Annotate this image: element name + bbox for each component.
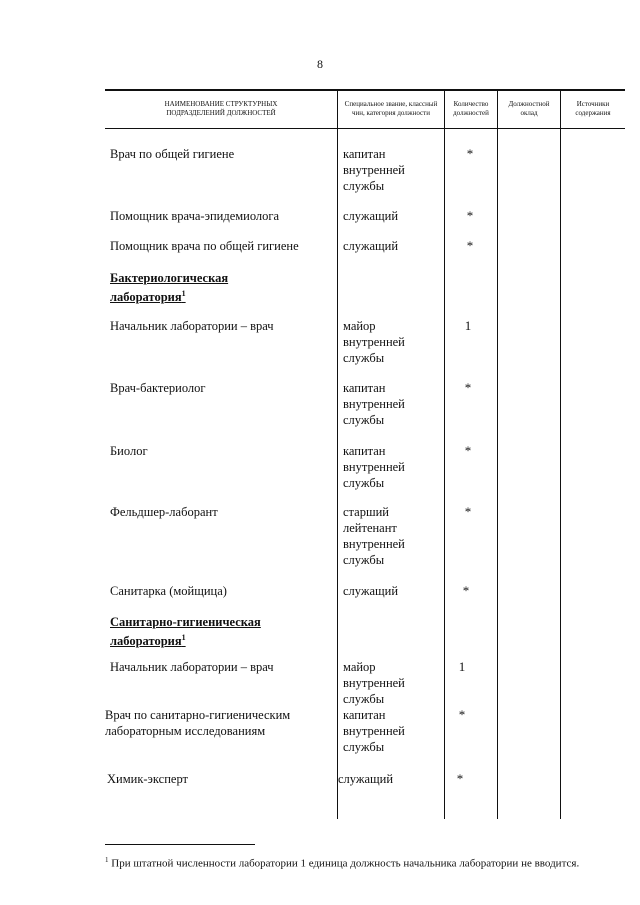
table-header-bottom-rule: [105, 128, 625, 129]
position-name: Биолог: [110, 444, 148, 458]
footnote-marker: 1: [181, 289, 186, 298]
position-name: Начальник лаборатории – врач: [110, 660, 274, 674]
table-header-top-rule: [105, 89, 625, 91]
position-count: 1: [464, 318, 472, 333]
position-rank: служащий: [343, 584, 399, 598]
position-count: *: [462, 583, 470, 598]
header-salary: Должностной оклад: [508, 100, 550, 117]
section-title: Бактериологическая лаборатория$^1$: [110, 271, 229, 305]
position-name: Химик-эксперт: [107, 772, 189, 786]
column-divider: [444, 89, 445, 819]
position-count: *: [458, 707, 466, 722]
position-name: Врач по санитарно-гигиеническим лабораторным исследованиям: [105, 708, 291, 738]
column-divider: [337, 89, 338, 819]
header-count: Количество должностей: [453, 100, 489, 117]
column-divider: [497, 89, 498, 819]
footnote-rule: [105, 844, 255, 845]
position-name: Врач по общей гигиене: [110, 147, 235, 161]
position-rank: служащий: [343, 209, 399, 223]
column-divider: [560, 89, 561, 819]
position-rank: служащий: [338, 772, 394, 786]
position-name: Санитарка (мойщица): [110, 584, 227, 598]
position-name: Врач-бактериолог: [110, 381, 206, 395]
position-rank: капитан внутренней службы: [343, 708, 405, 754]
position-rank: майор внутренней службы: [343, 319, 405, 365]
position-count: *: [464, 504, 472, 519]
position-rank: старший лейтенант внутренней службы: [343, 505, 405, 567]
header-name: НАИМЕНОВАНИЕ СТРУКТУРНЫХ ПОДРАЗДЕЛЕНИЙ ДОЛЖНОСТЕЙ: [164, 100, 278, 117]
position-rank: служащий: [343, 239, 399, 253]
position-rank: майор внутренней службы: [343, 660, 405, 706]
header-rank: Специальное звание, классный чин, категория должности: [344, 100, 438, 117]
position-rank: капитан внутренней службы: [343, 147, 405, 193]
position-rank: капитан внутренней службы: [343, 444, 405, 490]
footnote: [105, 853, 625, 871]
header-sources: Источники содержания: [575, 100, 611, 117]
position-count: *: [466, 238, 474, 253]
position-name: Помощник врача-эпидемиолога: [110, 209, 280, 223]
position-name: Начальник лаборатории – врач: [110, 319, 274, 333]
section-title: Санитарно-гигиеническая лаборатория$^1$: [110, 615, 261, 649]
position-count: *: [466, 146, 474, 161]
position-count: *: [466, 208, 474, 223]
footnote-marker: 1: [181, 633, 186, 642]
footnote-text: При штатной численности лаборатории 1 единица должность начальника лаборатории не вводится.: [111, 857, 580, 870]
position-rank: капитан внутренней службы: [343, 381, 405, 427]
footnote-marker: 1: [105, 856, 109, 864]
position-name: Помощник врача по общей гигиене: [110, 239, 299, 253]
position-count: *: [456, 771, 464, 786]
position-count: *: [464, 380, 472, 395]
position-count: *: [464, 443, 472, 458]
position-name: Фельдшер-лаборант: [110, 505, 218, 519]
page-number: 8: [317, 57, 323, 71]
position-count: 1: [458, 659, 466, 674]
